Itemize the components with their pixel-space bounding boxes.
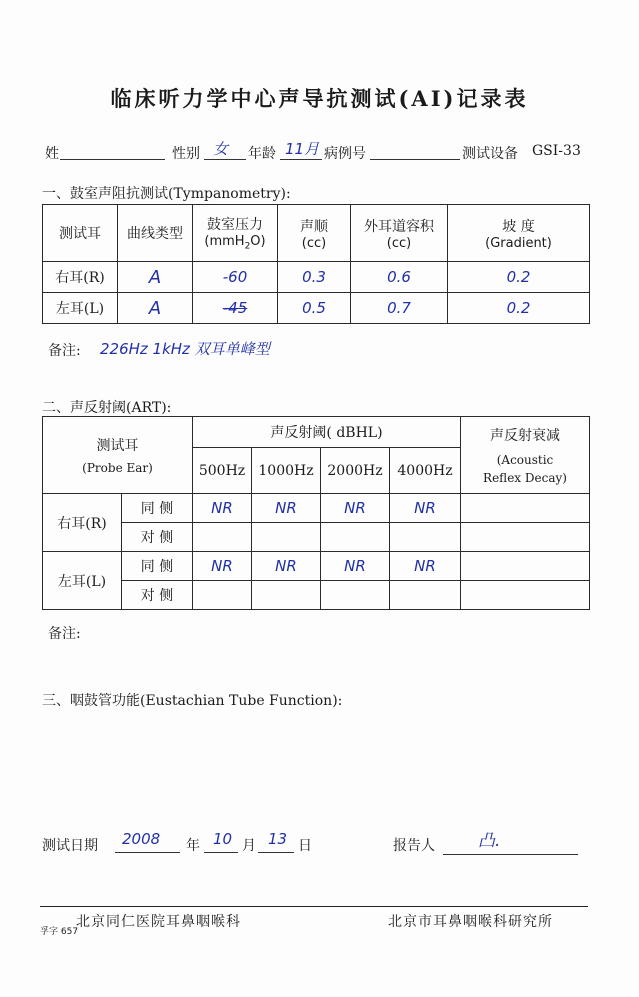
table-row — [43, 494, 590, 523]
art-value: NR — [390, 552, 461, 581]
art-table — [42, 416, 590, 610]
table-row — [43, 262, 590, 293]
date-label: 测试日期 — [42, 838, 98, 854]
volume-value: 0.6 — [351, 262, 448, 293]
probe-ear-header: 测试耳 (Probe Ear) — [43, 417, 193, 494]
year-underline — [115, 852, 180, 853]
curve-type-value: A — [118, 262, 193, 293]
page-title: 临床听力学中心声导抗测试(AI)记录表 — [110, 86, 529, 111]
year-unit: 年 — [186, 838, 200, 854]
ear-label: 左耳(L) — [43, 552, 122, 610]
age-label: 年龄 — [248, 146, 276, 162]
threshold-header: 声反射阈( dBHL) — [193, 417, 461, 448]
sex-underline — [204, 159, 246, 160]
decay-value — [461, 581, 590, 610]
form-code: 孚字 657 — [40, 927, 79, 937]
art-value: NR — [252, 552, 321, 581]
sex-label: 性别 — [172, 146, 200, 162]
col-header-pressure: 鼓室压力 (mmH$_2$O) — [193, 205, 278, 262]
art-note-label: 备注: — [48, 626, 81, 642]
pressure-value: -45 — [193, 293, 278, 324]
art-value — [193, 523, 252, 552]
device-label: 测试设备 — [462, 146, 518, 162]
gradient-value: 0.2 — [448, 262, 590, 293]
date-month: 10 — [213, 830, 233, 848]
device-value: GSI-33 — [532, 143, 581, 159]
freq-header: 4000Hz — [390, 448, 461, 494]
art-value — [390, 523, 461, 552]
art-value — [252, 581, 321, 610]
gradient-value: 0.2 — [448, 293, 590, 324]
table-row — [43, 581, 590, 610]
date-year: 2008 — [122, 830, 161, 848]
art-value: NR — [321, 552, 390, 581]
compliance-value: 0.5 — [278, 293, 351, 324]
contra-label: 对 侧 — [122, 523, 193, 552]
art-value: NR — [252, 494, 321, 523]
curve-type-value: A — [118, 293, 193, 324]
reporter-signature: 凸. — [478, 831, 501, 851]
footer-left: 北京同仁医院耳鼻咽喉科 — [76, 914, 241, 930]
art-value — [321, 581, 390, 610]
col-header-test-ear: 测试耳 — [43, 205, 118, 262]
art-value — [193, 581, 252, 610]
table-row — [43, 552, 590, 581]
col-header-gradient: 坡 度 (Gradient) — [448, 205, 590, 262]
tympanometry-note-label: 备注: — [48, 343, 81, 359]
decay-header: 声反射衰减 (Acoustic Reflex Decay) — [461, 417, 590, 494]
ipsi-label: 同 侧 — [122, 494, 193, 523]
decay-value — [461, 523, 590, 552]
col-header-canal-volume: 外耳道容积 (cc) — [351, 205, 448, 262]
month-unit: 月 — [242, 838, 256, 854]
compliance-value: 0.3 — [278, 262, 351, 293]
art-value: NR — [321, 494, 390, 523]
ear-label: 左耳(L) — [43, 293, 118, 324]
date-day: 13 — [268, 830, 288, 848]
art-value: NR — [193, 552, 252, 581]
sex-value: 女 — [213, 140, 229, 158]
art-value: NR — [390, 494, 461, 523]
ear-label: 右耳(R) — [43, 262, 118, 293]
freq-header: 500Hz — [193, 448, 252, 494]
case-label: 病例号 — [324, 146, 366, 162]
name-label: 姓 — [45, 146, 59, 162]
art-heading: 二、声反射阈(ART): — [42, 400, 172, 416]
art-value — [390, 581, 461, 610]
age-underline — [280, 159, 322, 160]
contra-label: 对 侧 — [122, 581, 193, 610]
day-underline — [258, 852, 294, 853]
tympanometry-note-value: 226Hz 1kHz 双耳单峰型 — [100, 340, 270, 358]
freq-header: 2000Hz — [321, 448, 390, 494]
reporter-label: 报告人 — [393, 838, 435, 854]
month-underline — [204, 852, 238, 853]
freq-header: 1000Hz — [252, 448, 321, 494]
ipsi-label: 同 侧 — [122, 552, 193, 581]
age-value: 11月 — [285, 140, 320, 158]
decay-value — [461, 552, 590, 581]
table-row — [43, 293, 590, 324]
art-value — [321, 523, 390, 552]
footer-rule — [40, 906, 588, 907]
day-unit: 日 — [298, 838, 312, 854]
art-value: NR — [193, 494, 252, 523]
col-header-compliance: 声顺 (cc) — [278, 205, 351, 262]
pressure-value: -60 — [193, 262, 278, 293]
reporter-underline — [443, 854, 578, 855]
volume-value: 0.7 — [351, 293, 448, 324]
tympanometry-table — [42, 204, 590, 324]
art-value — [252, 523, 321, 552]
eustachian-heading: 三、咽鼓管功能(Eustachian Tube Function): — [42, 693, 343, 709]
table-row — [43, 523, 590, 552]
case-underline — [370, 159, 460, 160]
ear-label: 右耳(R) — [43, 494, 122, 552]
col-header-curve-type: 曲线类型 — [118, 205, 193, 262]
decay-value — [461, 494, 590, 523]
footer-right: 北京市耳鼻咽喉科研究所 — [388, 914, 553, 930]
name-underline — [60, 159, 165, 160]
tympanometry-heading: 一、鼓室声阻抗测试(Tympanometry): — [42, 186, 291, 202]
